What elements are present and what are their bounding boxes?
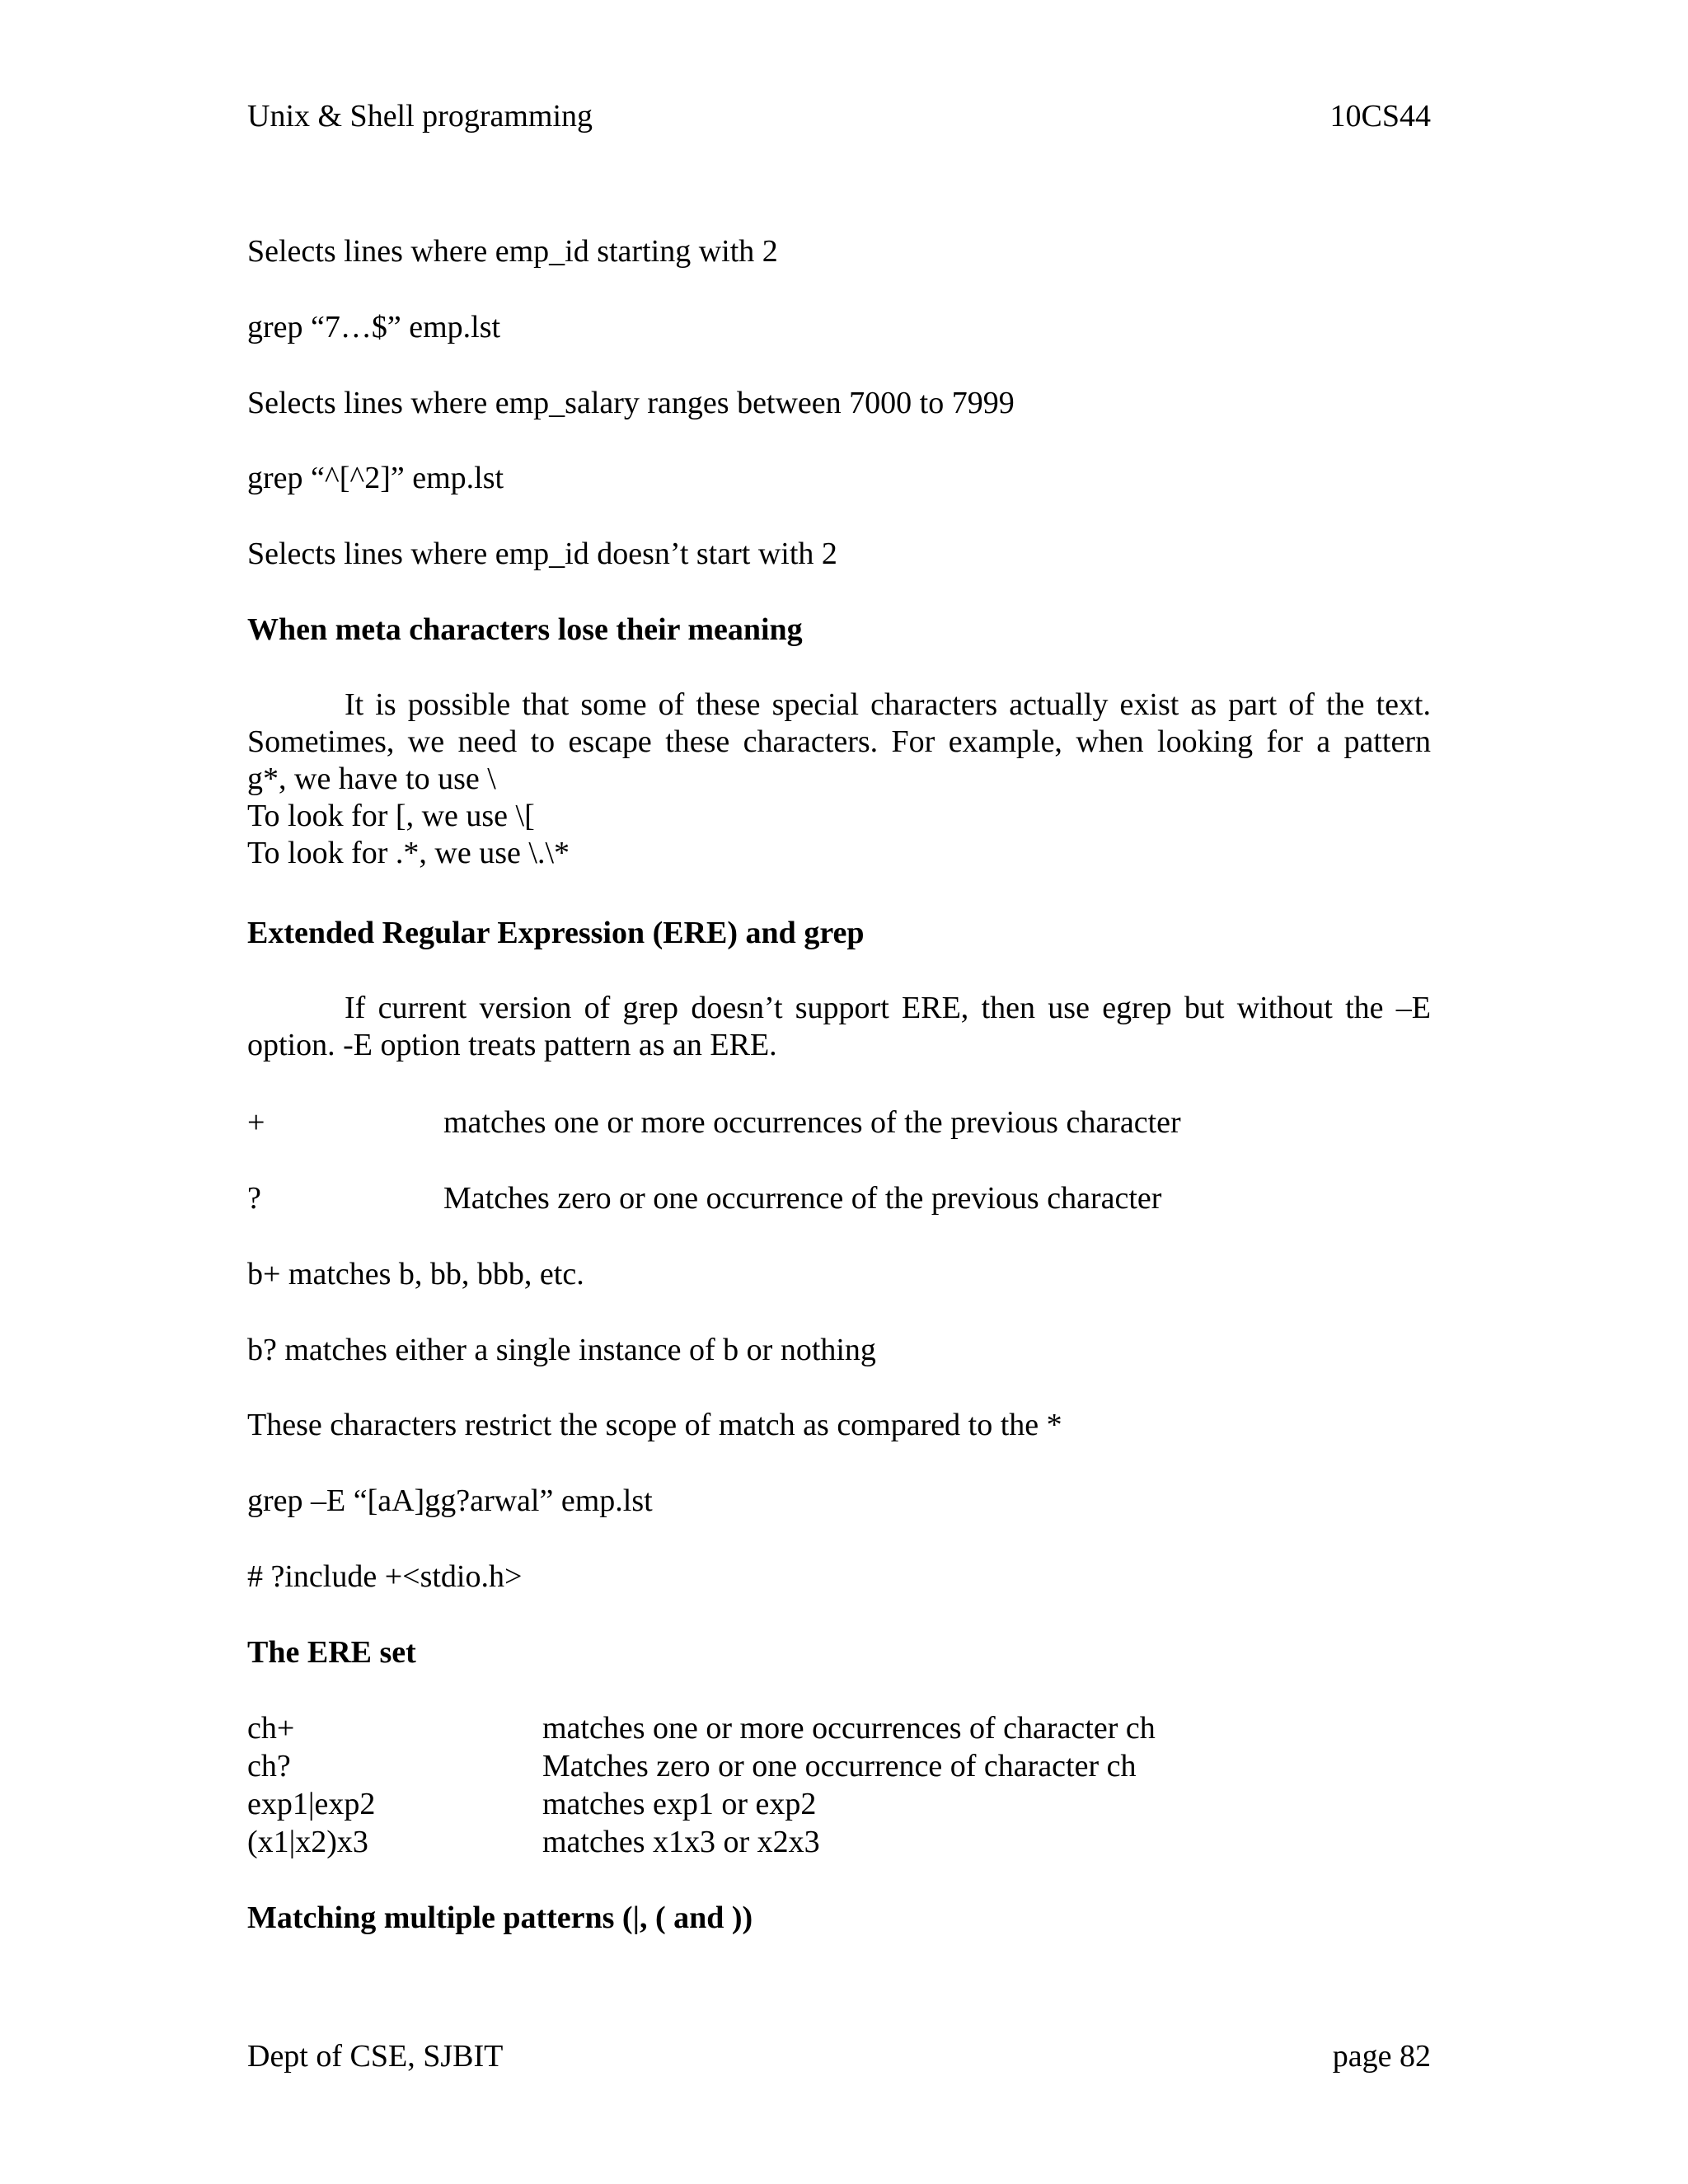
operator-symbol: ? bbox=[247, 1181, 261, 1216]
section-heading: When meta characters lose their meaning bbox=[247, 612, 803, 647]
paragraph bbox=[247, 687, 1431, 872]
table-row bbox=[247, 1747, 1431, 1785]
paragraph-line: To look for [, we use \[ bbox=[247, 799, 535, 833]
ere-expression: ch? bbox=[247, 1749, 291, 1783]
code-line: # ?include +<stdio.h> bbox=[247, 1559, 523, 1594]
text-line: b+ matches b, bb, bbb, etc. bbox=[247, 1257, 584, 1291]
ere-description: Matches zero or one occurrence of character ch bbox=[542, 1749, 1137, 1783]
operator-symbol: + bbox=[247, 1105, 265, 1140]
paragraph-line: If current version of grep doesn’t support ERE, then use egrep but without the –E bbox=[345, 991, 1431, 1025]
paragraph-line: It is possible that some of these special characters actually exist as part of the text. bbox=[345, 687, 1431, 722]
ere-expression: (x1|x2)x3 bbox=[247, 1825, 368, 1859]
ere-description: matches exp1 or exp2 bbox=[542, 1787, 817, 1821]
ere-expression: exp1|exp2 bbox=[247, 1787, 376, 1821]
operator-description: Matches zero or one occurrence of the previous character bbox=[443, 1181, 1162, 1216]
section-heading: Matching multiple patterns (|, ( and )) bbox=[247, 1900, 753, 1935]
paragraph-line: Sometimes, we need to escape these characters. For example, when looking for a pattern bbox=[247, 724, 1431, 759]
text-line: Selects lines where emp_id doesn’t start with 2 bbox=[247, 537, 837, 571]
header-course-code: 10CS44 bbox=[1329, 99, 1431, 134]
operator-description: matches one or more occurrences of the previous character bbox=[443, 1105, 1181, 1140]
footer-department: Dept of CSE, SJBIT bbox=[247, 2039, 504, 2074]
ere-description: matches x1x3 or x2x3 bbox=[542, 1825, 820, 1859]
table-row bbox=[247, 1709, 1431, 1747]
table-row bbox=[247, 1823, 1431, 1861]
ere-expression: ch+ bbox=[247, 1711, 295, 1746]
ere-description: matches one or more occurrences of character ch bbox=[542, 1711, 1156, 1746]
code-line: grep “7…$” emp.lst bbox=[247, 310, 501, 344]
paragraph-line: g*, we have to use \ bbox=[247, 762, 496, 796]
text-line: b? matches either a single instance of b or nothing bbox=[247, 1333, 876, 1367]
section-heading: Extended Regular Expression (ERE) and grep bbox=[247, 916, 865, 950]
text-line: Selects lines where emp_salary ranges between 7000 to 7999 bbox=[247, 386, 1015, 420]
paragraph bbox=[247, 990, 1431, 1064]
footer-page-number: page 82 bbox=[1332, 2039, 1431, 2074]
header-title: Unix & Shell programming bbox=[247, 99, 593, 134]
table-row bbox=[247, 1785, 1431, 1823]
paragraph-line: To look for .*, we use \.\* bbox=[247, 836, 570, 870]
code-line: grep –E “[aA]gg?arwal” emp.lst bbox=[247, 1483, 653, 1518]
text-line: Selects lines where emp_id starting with 2 bbox=[247, 234, 778, 269]
code-line: grep “^[^2]” emp.lst bbox=[247, 461, 504, 495]
section-heading: The ERE set bbox=[247, 1635, 416, 1670]
paragraph-line: option. -E option treats pattern as an ERE. bbox=[247, 1028, 777, 1062]
text-line: These characters restrict the scope of match as compared to the * bbox=[247, 1408, 1062, 1442]
